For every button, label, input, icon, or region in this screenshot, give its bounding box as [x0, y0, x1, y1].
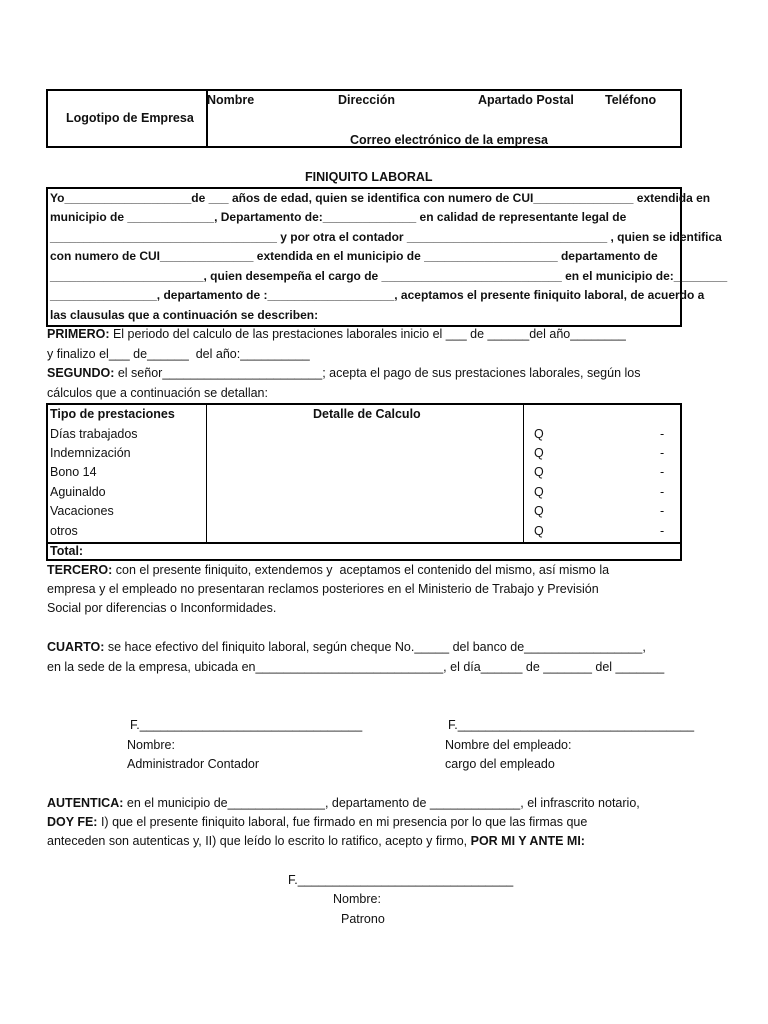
table-row-label: Vacaciones [50, 504, 114, 518]
table-total-label: Total: [50, 544, 84, 558]
cuarto-line1 [47, 638, 646, 657]
autentica-line3 [47, 832, 585, 851]
table-row-label: Bono 14 [50, 465, 97, 479]
cuarto-label: CUARTO: [47, 640, 105, 654]
clause-line: _______________________, quien desempeña el cargo de ___________________________ en el municipio de:________ [50, 269, 728, 283]
signature-cargo-patrono: Patrono [341, 912, 385, 926]
clause-line: __________________________________ y por otra el contador ______________________________ , quien se identifica [50, 230, 722, 244]
logo-placeholder: Logotipo de Empresa [66, 111, 194, 125]
primero-line1 [47, 325, 626, 344]
col-header-tipo: Tipo de prestaciones [50, 407, 175, 421]
clause-line: Yo___________________de ___ años de edad, quien se identifica con numero de CUI_______________ extendida en [50, 191, 711, 205]
signature-line-contador: F.________________________________ [130, 718, 363, 732]
header-direccion: Dirección [338, 93, 395, 107]
table-divider [523, 405, 524, 543]
header-nombre: Nombre [207, 93, 255, 107]
signature-nombre-empleado: Nombre del empleado: [445, 738, 572, 752]
page-title: FINIQUITO LABORAL [305, 170, 433, 184]
table-row-amount: - [660, 465, 665, 479]
tercero-text: con el presente finiquito, extendemos y aceptamos el contenido del mismo, así mismo la [112, 563, 610, 577]
table-row-amount: - [660, 485, 665, 499]
table-row-currency: Q [534, 465, 544, 479]
clause-line: las clausulas que a continuación se describen: [50, 308, 319, 322]
table-row-label: otros [50, 524, 78, 538]
header-correo: Correo electrónico de la empresa [350, 133, 548, 147]
autentica-label: AUTENTICA: [47, 796, 124, 810]
cuarto-line2: en la sede de la empresa, ubicada en___________________________, el día______ de _______ del _______ [47, 660, 665, 674]
autentica-line1 [47, 794, 640, 813]
autentica-text3: anteceden son autenticas y, II) que leído lo escrito lo ratifico, acepto y firmo, [47, 834, 471, 848]
clause-line: municipio de _____________, Departamento de:______________ en calidad de representante legal de [50, 210, 627, 224]
col-header-detalle: Detalle de Calculo [313, 407, 421, 421]
primero-label: PRIMERO: [47, 327, 110, 341]
tercero-line1 [47, 561, 609, 580]
signature-nombre-contador: Nombre: [127, 738, 175, 752]
table-row-amount: - [660, 524, 665, 538]
table-row-label: Días trabajados [50, 427, 138, 441]
table-row-amount: - [660, 504, 665, 518]
table-row-currency: Q [534, 485, 544, 499]
autentica-text: en el municipio de______________, departamento de _____________, el infrascrito notario, [123, 796, 640, 810]
segundo-label: SEGUNDO: [47, 366, 115, 380]
segundo-line2: cálculos que a continuación se detallan: [47, 386, 268, 400]
doyfe-text: I) que el presente finiquito laboral, fue firmado en mi presencia por lo que las firmas que [97, 815, 588, 829]
signature-nombre-patrono: Nombre: [333, 892, 381, 906]
table-row-amount: - [660, 446, 665, 460]
table-divider [48, 542, 680, 544]
clauses-box [46, 187, 728, 327]
table-row-currency: Q [534, 446, 544, 460]
table-row-label: Indemnización [50, 446, 131, 460]
primero-text: El periodo del calculo de las prestaciones laborales inicio el ___ de ______del año________ [109, 327, 626, 341]
prestaciones-table [46, 403, 682, 561]
table-divider [206, 405, 207, 543]
header-telefono: Teléfono [605, 93, 657, 107]
signature-cargo-empleado: cargo del empleado [445, 757, 555, 771]
doyfe-label: DOY FE: [47, 815, 98, 829]
segundo-line1 [47, 364, 640, 383]
signature-line-patrono: F._______________________________ [288, 873, 514, 887]
table-row-currency: Q [534, 427, 544, 441]
table-row-amount: - [660, 427, 665, 441]
cuarto-text: se hace efectivo del finiquito laboral, según cheque No._____ del banco de_________________, [104, 640, 646, 654]
company-header-box [46, 89, 682, 148]
tercero-label: TERCERO: [47, 563, 113, 577]
table-row-label: Aguinaldo [50, 485, 106, 499]
primero-line2: y finalizo el___ de______ del año:__________ [47, 347, 310, 361]
clause-line: con numero de CUI______________ extendida en el municipio de ____________________ departamento de [50, 249, 658, 263]
tercero-line3: Social por diferencias o Inconformidades. [47, 601, 277, 615]
table-row-currency: Q [534, 524, 544, 538]
por-mi-ante-mi: POR MI Y ANTE MI: [470, 834, 585, 848]
signature-line-empleado: F.__________________________________ [448, 718, 695, 732]
signature-cargo-contador: Administrador Contador [127, 757, 260, 771]
header-apartado: Apartado Postal [478, 93, 574, 107]
table-row-currency: Q [534, 504, 544, 518]
segundo-text: el señor_______________________; acepta el pago de sus prestaciones laborales, según los [114, 366, 641, 380]
clause-line: ________________, departamento de :___________________, aceptamos el presente finiquito laboral, de acuerdo a [50, 288, 705, 302]
autentica-line2 [47, 813, 587, 832]
tercero-line2: empresa y el empleado no presentaran reclamos posteriores en el Ministerio de Trabajo y Previsión [47, 582, 599, 596]
